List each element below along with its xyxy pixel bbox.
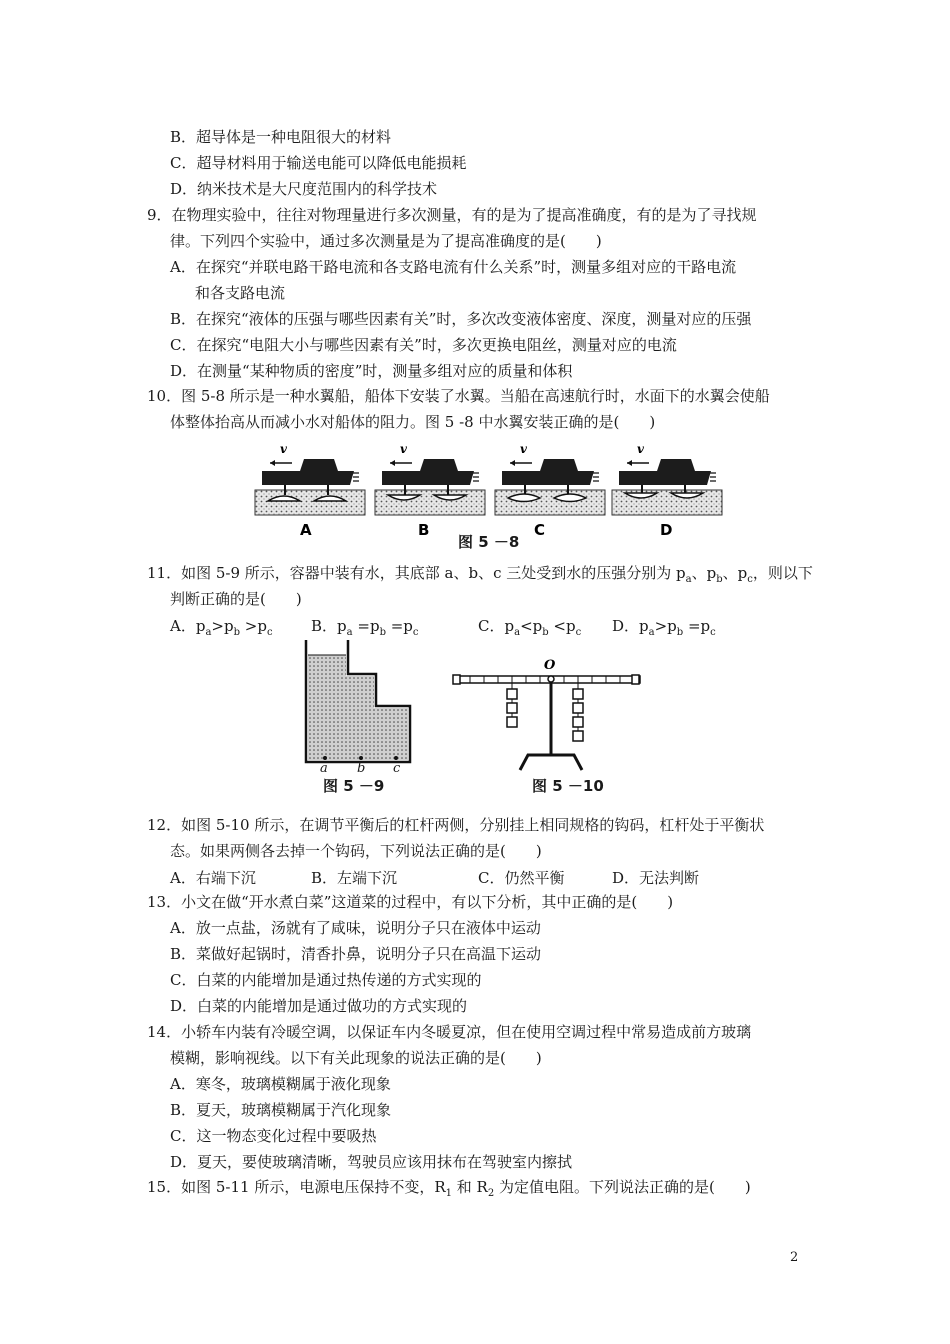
q12-option-a: A．右端下沉 xyxy=(170,869,256,887)
boat-label-d: D xyxy=(660,521,673,539)
figure-5-8-caption: 图 5 －8 xyxy=(458,533,520,551)
q9-stem-line-1: 9．在物理实验中，往往对物理量进行多次测量，有的是为了提高准确度，有的是为了寻找规 xyxy=(147,206,757,224)
q12-stem-line-2: 态。如果两侧各去掉一个钩码，下列说法正确的是( ) xyxy=(170,842,542,860)
q13-option-c: C．白菜的内能增加是通过热传递的方式实现的 xyxy=(170,971,482,989)
q9-option-b: B．在探究“液体的压强与哪些因素有关”时，多次改变液体密度、深度，测量对应的压强 xyxy=(170,310,752,328)
q9-option-a: A．在探究“并联电路干路电流和各支路电流有什么关系”时，测量多组对应的干路电流 xyxy=(170,258,737,276)
q10-stem-line-1: 10．图 5-8 所示是一种水翼船，船体下安装了水翼。当船在高速航行时，水面下的水翼会使船 xyxy=(147,387,770,405)
boat-a xyxy=(255,459,365,515)
q11-option-d: D．$p_a>p_b =p_c$ xyxy=(612,617,716,638)
velocity-label-b: v xyxy=(400,442,407,456)
pivot-o-label: O xyxy=(544,658,556,673)
q8-option-c: C．超导材料用于输送电能可以降低电能损耗 xyxy=(170,154,467,172)
q9-stem-line-2: 律。下列四个实验中，通过多次测量是为了提高准确度的是( ) xyxy=(170,232,602,250)
boat-label-c: C xyxy=(534,521,546,539)
figure-5-9-container xyxy=(300,640,420,770)
q11-option-a: A．$p_a>p_b >p_c$ xyxy=(170,617,273,638)
q13-stem: 13．小文在做“开水煮白菜”这道菜的过程中，有以下分析，其中正确的是( ) xyxy=(147,893,674,911)
q12-option-d: D．无法判断 xyxy=(612,869,700,887)
point-b-label: b xyxy=(357,761,366,776)
q11-stem-line-2: 判断正确的是( ) xyxy=(170,590,302,608)
q14-option-b: B．夏天，玻璃模糊属于汽化现象 xyxy=(170,1101,392,1119)
q8-option-b: B．超导体是一种电阻很大的材料 xyxy=(170,128,392,146)
boat-label-a: A xyxy=(300,521,312,539)
q11-stem-line-1: 11．如图 5-9 所示，容器中装有水，其底部 a、b、c 三处受到水的压强分别为 $p_a$、$p_b$、$p_c$，则以下 xyxy=(147,564,813,585)
velocity-label-c: v xyxy=(520,442,527,456)
q10-stem-line-2: 体整体抬高从而减小水对船体的阻力。图 5 -8 中水翼安装正确的是( ) xyxy=(170,413,656,431)
boat-b xyxy=(375,459,485,515)
q12-stem-line-1: 12．如图 5-10 所示，在调节平衡后的杠杆两侧，分别挂上相同规格的钩码，杠杆处于平衡状 xyxy=(147,816,765,834)
boat-d xyxy=(612,459,722,515)
q12-option-b: B．左端下沉 xyxy=(311,869,398,887)
velocity-label-a: v xyxy=(280,442,287,456)
point-a-label: a xyxy=(320,761,328,776)
q13-option-a: A．放一点盐，汤就有了咸味，说明分子只在液体中运动 xyxy=(170,919,541,937)
boat-label-b: B xyxy=(418,521,430,539)
figure-5-9-caption: 图 5 －9 xyxy=(323,777,385,795)
page-number: 2 xyxy=(790,1250,799,1265)
q14-stem-line-1: 14．小轿车内装有冷暖空调，以保证车内冬暖夏凉，但在使用空调过程中常易造成前方玻璃 xyxy=(147,1023,752,1041)
figure-5-10-lever xyxy=(450,655,650,775)
q14-option-d: D．夏天，要使玻璃清晰，驾驶员应该用抹布在驾驶室内擦拭 xyxy=(170,1153,573,1171)
q8-option-d: D．纳米技术是大尺度范围内的科学技术 xyxy=(170,180,438,198)
q14-stem-line-2: 模糊，影响视线。以下有关此现象的说法正确的是( ) xyxy=(170,1049,542,1067)
q13-option-b: B．菜做好起锅时，清香扑鼻，说明分子只在高温下运动 xyxy=(170,945,542,963)
figure-5-10-caption: 图 5 －10 xyxy=(532,777,604,795)
q14-option-c: C．这一物态变化过程中要吸热 xyxy=(170,1127,377,1145)
q12-option-c: C．仍然平衡 xyxy=(478,869,565,887)
q9-option-d: D．在测量“某种物质的密度”时，测量多组对应的质量和体积 xyxy=(170,362,573,380)
q9-option-a-cont: 和各支路电流 xyxy=(195,284,286,302)
boat-c xyxy=(495,459,605,515)
q14-option-a: A．寒冬，玻璃模糊属于液化现象 xyxy=(170,1075,391,1093)
point-c-label: c xyxy=(393,761,401,776)
q11-option-b: B．$p_a =p_b =p_c$ xyxy=(311,617,419,638)
q9-option-c: C．在探究“电阻大小与哪些因素有关”时，多次更换电阻丝，测量对应的电流 xyxy=(170,336,677,354)
q15-stem: 15．如图 5-11 所示，电源电压保持不变，$R_1$ 和 $R_2$ 为定值电阻。下列说法正确的是( ) xyxy=(147,1178,751,1199)
velocity-label-d: v xyxy=(637,442,644,456)
q13-option-d: D．白菜的内能增加是通过做功的方式实现的 xyxy=(170,997,468,1015)
q11-option-c: C．$p_a<p_b <p_c$ xyxy=(478,617,582,638)
